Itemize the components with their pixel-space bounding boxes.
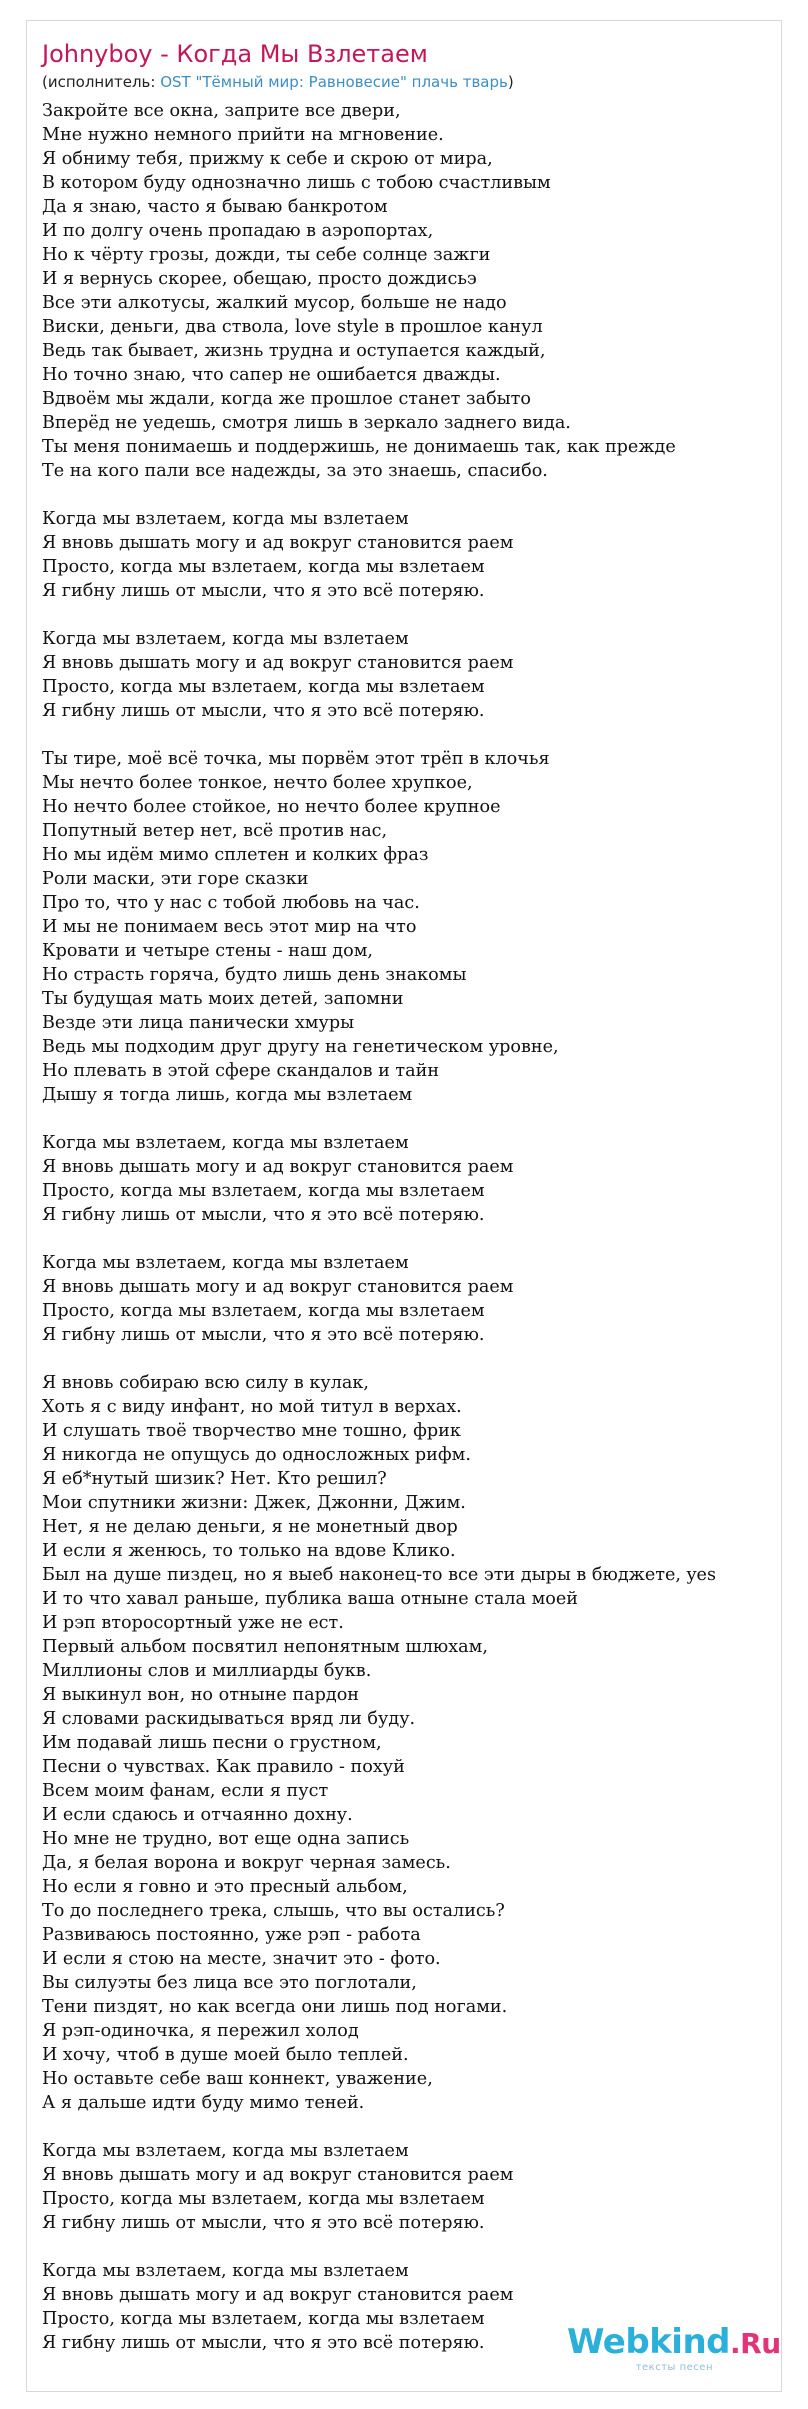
lyrics-line: Я вновь собираю всю силу в кулак, bbox=[42, 1373, 369, 1393]
lyrics-line: Когда мы взлетаем, когда мы взлетаем bbox=[42, 1253, 409, 1273]
lyrics-line: В котором буду однозначно лишь с тобою счастливым bbox=[42, 173, 551, 193]
lyrics-line: Я выкинул вон, но отныне пардон bbox=[42, 1685, 360, 1705]
lyrics-line: Ведь так бывает, жизнь трудна и оступается каждый, bbox=[42, 341, 546, 361]
lyrics-line: Просто, когда мы взлетаем, когда мы взлетаем bbox=[42, 2189, 485, 2209]
lyrics-stanza bbox=[42, 1251, 716, 1347]
performer-line bbox=[42, 71, 514, 93]
lyrics-line: Я вновь дышать могу и ад вокруг становится раем bbox=[42, 2165, 514, 2185]
lyrics-line: Попутный ветер нет, всё против нас, bbox=[42, 821, 388, 841]
lyrics-line: Я еб*нутый шизик? Нет. Кто решил? bbox=[42, 1469, 387, 1489]
lyrics-line: Но к чёрту грозы, дожди, ты себе солнце зажги bbox=[42, 245, 491, 265]
lyrics-line: И если я стою на месте, значит это - фото. bbox=[42, 1949, 441, 1969]
lyrics-line: И слушать твоё творчество мне тошно, фрик bbox=[42, 1421, 461, 1441]
logo-brand-tld: .Ru bbox=[730, 2327, 781, 2360]
lyrics-line: Вдвоём мы ждали, когда же прошлое станет забыто bbox=[42, 389, 531, 409]
lyrics-line: Песни о чувствах. Как правило - похуй bbox=[42, 1757, 405, 1777]
lyrics-line: Но мы идём мимо сплетен и колких фраз bbox=[42, 845, 429, 865]
lyrics-line: Когда мы взлетаем, когда мы взлетаем bbox=[42, 1133, 409, 1153]
lyrics-line: Я никогда не опущусь до односложных рифм. bbox=[42, 1445, 471, 1465]
lyrics-line: Я гибну лишь от мысли, что я это всё потеряю. bbox=[42, 701, 485, 721]
lyrics-line: Все эти алкотусы, жалкий мусор, больше не надо bbox=[42, 293, 507, 313]
lyrics-line: Мои спутники жизни: Джек, Джонни, Джим. bbox=[42, 1493, 466, 1513]
lyrics-line: Ты тире, моё всё точка, мы порвём этот трёп в клочья bbox=[42, 749, 550, 769]
lyrics-line: Но точно знаю, что сапер не ошибается дважды. bbox=[42, 365, 501, 385]
lyrics-line: Но нечто более стойкое, но нечто более крупное bbox=[42, 797, 501, 817]
lyrics-line: Им подавай лишь песни о грустном, bbox=[42, 1733, 382, 1753]
lyrics-line: Когда мы взлетаем, когда мы взлетаем bbox=[42, 509, 409, 529]
lyrics-line: Но оставьте себе ваш коннект, уважение, bbox=[42, 2069, 433, 2089]
lyrics-line: Был на душе пиздец, но я выеб наконец-то все эти дыры в бюджете, yes bbox=[42, 1565, 716, 1585]
lyrics-line: И рэп второсортный уже не ест. bbox=[42, 1613, 344, 1633]
logo-brand bbox=[567, 2322, 781, 2363]
lyrics-line: Ты меня понимаешь и поддержишь, не донимаешь так, как прежде bbox=[42, 437, 676, 457]
lyrics-stanza bbox=[42, 627, 716, 723]
performer-link[interactable]: OST "Тёмный мир: Равновесие" плачь тварь bbox=[160, 73, 508, 91]
lyrics-line: И хочу, чтоб в душе моей было теплей. bbox=[42, 2045, 409, 2065]
lyrics-line: Я гибну лишь от мысли, что я это всё потеряю. bbox=[42, 2213, 485, 2233]
lyrics-text bbox=[42, 99, 716, 2379]
lyrics-line: Нет, я не делаю деньги, я не монетный двор bbox=[42, 1517, 458, 1537]
lyrics-line: Просто, когда мы взлетаем, когда мы взлетаем bbox=[42, 557, 485, 577]
lyrics-line: То до последнего трека, слышь, что вы остались? bbox=[42, 1901, 505, 1921]
lyrics-line: Я гибну лишь от мысли, что я это всё потеряю. bbox=[42, 1325, 485, 1345]
lyrics-line: Я словами раскидываться вряд ли буду. bbox=[42, 1709, 416, 1729]
lyrics-line: Я вновь дышать могу и ад вокруг становится раем bbox=[42, 2285, 514, 2305]
lyrics-line: И если сдаюсь и отчаянно дохну. bbox=[42, 1805, 353, 1825]
lyrics-stanza bbox=[42, 507, 716, 603]
page-title: Johnyboy - Когда Мы Взлетаем bbox=[42, 40, 428, 68]
lyrics-line: Про то, что у нас с тобой любовь на час. bbox=[42, 893, 420, 913]
lyrics-line: Ты будущая мать моих детей, запомни bbox=[42, 989, 404, 1009]
lyrics-line: Миллионы слов и миллиарды букв. bbox=[42, 1661, 372, 1681]
lyrics-line: Но страсть горяча, будто лишь день знакомы bbox=[42, 965, 467, 985]
lyrics-line: Но мне не трудно, вот еще одна запись bbox=[42, 1829, 410, 1849]
lyrics-line: Закройте все окна, заприте все двери, bbox=[42, 101, 401, 121]
logo-brand-main: Webkind bbox=[567, 2322, 730, 2362]
lyrics-line: Те на кого пали все надежды, за это знаешь, спасибо. bbox=[42, 461, 548, 481]
lyrics-stanza bbox=[42, 2139, 716, 2235]
lyrics-line: Я гибну лишь от мысли, что я это всё потеряю. bbox=[42, 581, 485, 601]
lyrics-line: Но если я говно и это пресный альбом, bbox=[42, 1877, 408, 1897]
lyrics-line: И мы не понимаем весь этот мир на что bbox=[42, 917, 417, 937]
lyrics-line: И то что хавал раньше, публика ваша отныне стала моей bbox=[42, 1589, 579, 1609]
lyrics-line: Первый альбом посвятил непонятным шлюхам, bbox=[42, 1637, 488, 1657]
lyrics-line: Просто, когда мы взлетаем, когда мы взлетаем bbox=[42, 1301, 485, 1321]
lyrics-line: Виски, деньги, два ствола, love style в прошлое канул bbox=[42, 317, 543, 337]
lyrics-line: И если я женюсь, то только на вдове Клико. bbox=[42, 1541, 456, 1561]
lyrics-line: Я гибну лишь от мысли, что я это всё потеряю. bbox=[42, 1205, 485, 1225]
lyrics-line: Кровати и четыре стены - наш дом, bbox=[42, 941, 374, 961]
lyrics-line: Хоть я с виду инфант, но мой титул в верхах. bbox=[42, 1397, 462, 1417]
lyrics-line: Да, я белая ворона и вокруг черная замесь. bbox=[42, 1853, 451, 1873]
performer-suffix: ) bbox=[507, 73, 514, 91]
lyrics-line: Мне нужно немного прийти на мгновение. bbox=[42, 125, 444, 145]
lyrics-line: И я вернусь скорее, обещаю, просто дождисьэ bbox=[42, 269, 477, 289]
lyrics-line: Когда мы взлетаем, когда мы взлетаем bbox=[42, 2261, 409, 2281]
lyrics-line: Вы силуэты без лица все это поглотали, bbox=[42, 1973, 417, 1993]
lyrics-line: А я дальше идти буду мимо теней. bbox=[42, 2093, 365, 2113]
lyrics-line: Просто, когда мы взлетаем, когда мы взлетаем bbox=[42, 677, 485, 697]
lyrics-line: Дышу я тогда лишь, когда мы взлетаем bbox=[42, 1085, 413, 1105]
lyrics-stanza bbox=[42, 747, 716, 1107]
lyrics-line: Я обниму тебя, прижму к себе и скрою от мира, bbox=[42, 149, 493, 169]
lyrics-line: Роли маски, эти горе сказки bbox=[42, 869, 309, 889]
lyrics-stanza bbox=[42, 1371, 716, 2115]
lyrics-line: Ведь мы подходим друг другу на генетическом уровне, bbox=[42, 1037, 559, 1057]
lyrics-line: Мы нечто более тонкое, нечто более хрупкое, bbox=[42, 773, 473, 793]
lyrics-line: Я вновь дышать могу и ад вокруг становится раем bbox=[42, 653, 514, 673]
lyrics-card bbox=[26, 20, 782, 2392]
lyrics-line: И по долгу очень пропадаю в аэропортах, bbox=[42, 221, 434, 241]
performer-prefix: (исполнитель: bbox=[42, 73, 161, 91]
lyrics-stanza bbox=[42, 1131, 716, 1227]
lyrics-line: Я гибну лишь от мысли, что я это всё потеряю. bbox=[42, 2333, 485, 2353]
lyrics-line: Везде эти лица панически хмуры bbox=[42, 1013, 355, 1033]
lyrics-stanza bbox=[42, 99, 716, 483]
logo-tagline: тексты песен bbox=[635, 2362, 713, 2373]
lyrics-line: Тени пиздят, но как всегда они лишь под ногами. bbox=[42, 1997, 508, 2017]
lyrics-line: Развиваюсь постоянно, уже рэп - работа bbox=[42, 1925, 421, 1945]
lyrics-line: Просто, когда мы взлетаем, когда мы взлетаем bbox=[42, 2309, 485, 2329]
lyrics-line: Да я знаю, часто я бываю банкротом bbox=[42, 197, 388, 217]
lyrics-line: Я рэп-одиночка, я пережил холод bbox=[42, 2021, 359, 2041]
lyrics-line: Когда мы взлетаем, когда мы взлетаем bbox=[42, 629, 409, 649]
lyrics-line: Всем моим фанам, если я пуст bbox=[42, 1781, 329, 1801]
lyrics-line: Вперёд не уедешь, смотря лишь в зеркало заднего вида. bbox=[42, 413, 571, 433]
lyrics-line: Когда мы взлетаем, когда мы взлетаем bbox=[42, 2141, 409, 2161]
lyrics-line: Я вновь дышать могу и ад вокруг становится раем bbox=[42, 1157, 514, 1177]
lyrics-line: Но плевать в этой сфере скандалов и тайн bbox=[42, 1061, 440, 1081]
site-logo[interactable] bbox=[567, 2322, 781, 2373]
lyrics-line: Я вновь дышать могу и ад вокруг становится раем bbox=[42, 1277, 514, 1297]
lyrics-line: Я вновь дышать могу и ад вокруг становится раем bbox=[42, 533, 514, 553]
lyrics-line: Просто, когда мы взлетаем, когда мы взлетаем bbox=[42, 1181, 485, 1201]
